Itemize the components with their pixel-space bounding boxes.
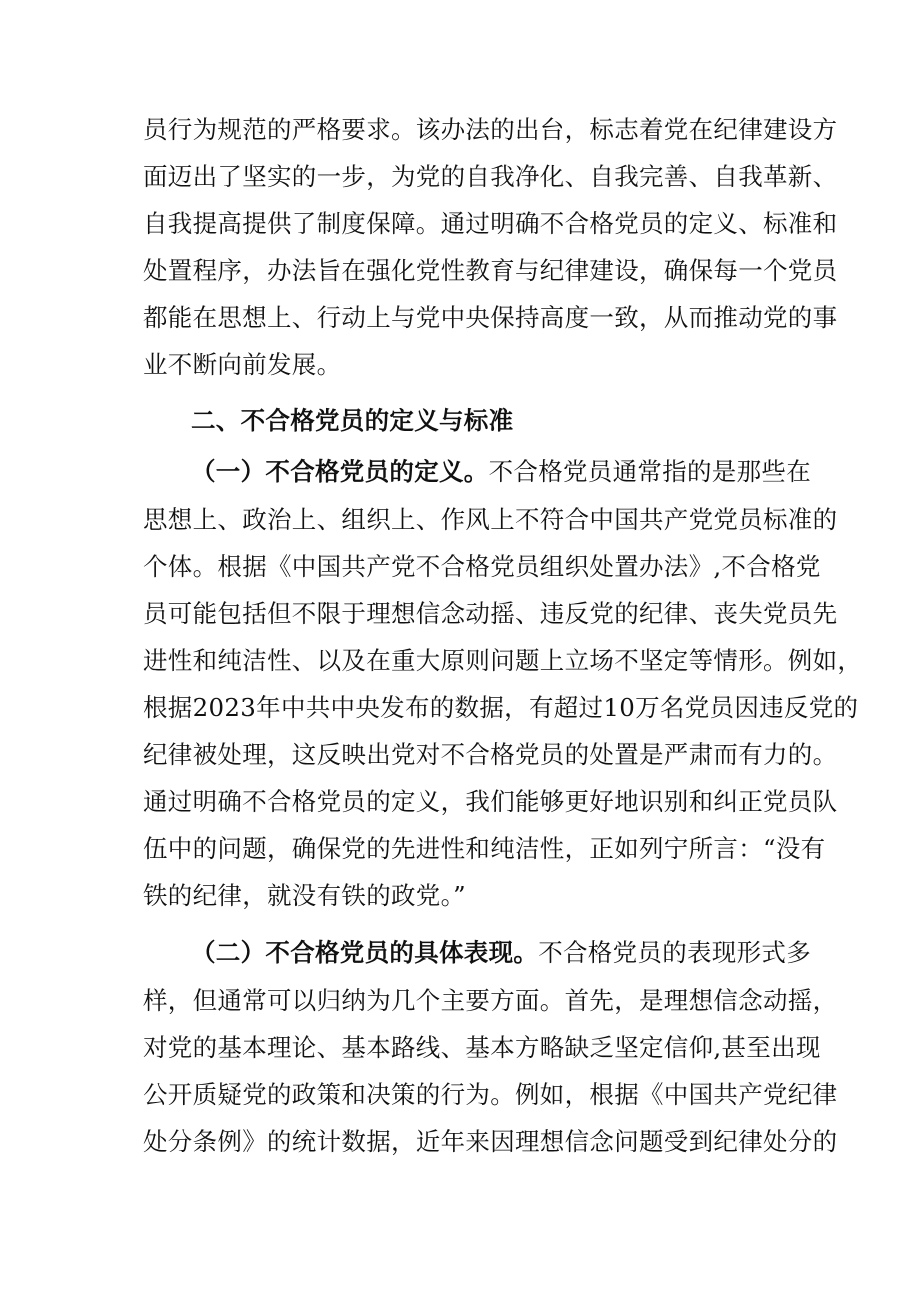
paragraph-line: 业不断向前发展。 [143, 350, 342, 379]
paragraph-line: 样，但通常可以归纳为几个主要方面。首先，是理想信念动摇， [143, 986, 838, 1015]
paragraph-line: 面迈出了坚实的一步，为党的自我净化、自我完善、自我革新、 [143, 162, 838, 191]
paragraph-line: 铁的纪律，就没有铁的政党。” [143, 881, 466, 910]
paragraph-line: 纪律被处理，这反映出党对不合格党员的处置是严肃而有力的。 [143, 740, 838, 769]
paragraph-line: 通过明确不合格党员的定义，我们能够更好地识别和纠正党员队 [143, 787, 838, 816]
subsection-first-line-text: 不合格党员的表现形式多 [538, 938, 812, 967]
subsection-title: （一）不合格党员的定义。 [191, 457, 489, 486]
paragraph-line: 处置程序，办法旨在强化党性教育与纪律建设，确保每一个党员 [143, 256, 838, 285]
subsection-first-line [191, 937, 811, 969]
paragraph-line: 公开质疑党的政策和决策的行为。例如，根据《中国共产党纪律 [143, 1080, 838, 1109]
paragraph-line: 根据2023年中共中央发布的数据，有超过10万名党员因违反党的 [143, 693, 859, 722]
paragraph-line: 思想上、政治上、组织上、作风上不符合中国共产党党员标准的 [143, 505, 838, 534]
paragraph-line: 员可能包括但不限于理想信念动摇、违反党的纪律、丧失党员先 [143, 599, 838, 628]
paragraph-line: 员行为规范的严格要求。该办法的出台，标志着党在纪律建设方 [143, 115, 838, 144]
paragraph-line: 自我提高提供了制度保障。通过明确不合格党员的定义、标准和 [143, 209, 838, 238]
paragraph-line: 对党的基本理论、基本路线、基本方略缺乏坚定信仰,甚至出现 [143, 1033, 821, 1062]
paragraph-line: 进性和纯洁性、以及在重大原则问题上立场不坚定等情形。例如， [143, 646, 863, 675]
paragraph-line: 伍中的问题，确保党的先进性和纯洁性，正如列宁所言：“没有 [143, 834, 826, 863]
section-heading: 二、不合格党员的定义与标准 [191, 406, 514, 435]
subsection-title: （二）不合格党员的具体表现。 [191, 938, 539, 967]
subsection-first-line-text: 不合格党员通常指的是那些在 [488, 457, 812, 486]
paragraph-line: 都能在思想上、行动上与党中央保持高度一致，从而推动党的事 [143, 303, 838, 332]
paragraph-line: 个体。根据《中国共产党不合格党员组织处置办法》,不合格党 [143, 552, 821, 581]
subsection-first-line [191, 456, 811, 488]
paragraph-line: 处分条例》的统计数据，近年来因理想信念问题受到纪律处分的 [143, 1127, 838, 1156]
